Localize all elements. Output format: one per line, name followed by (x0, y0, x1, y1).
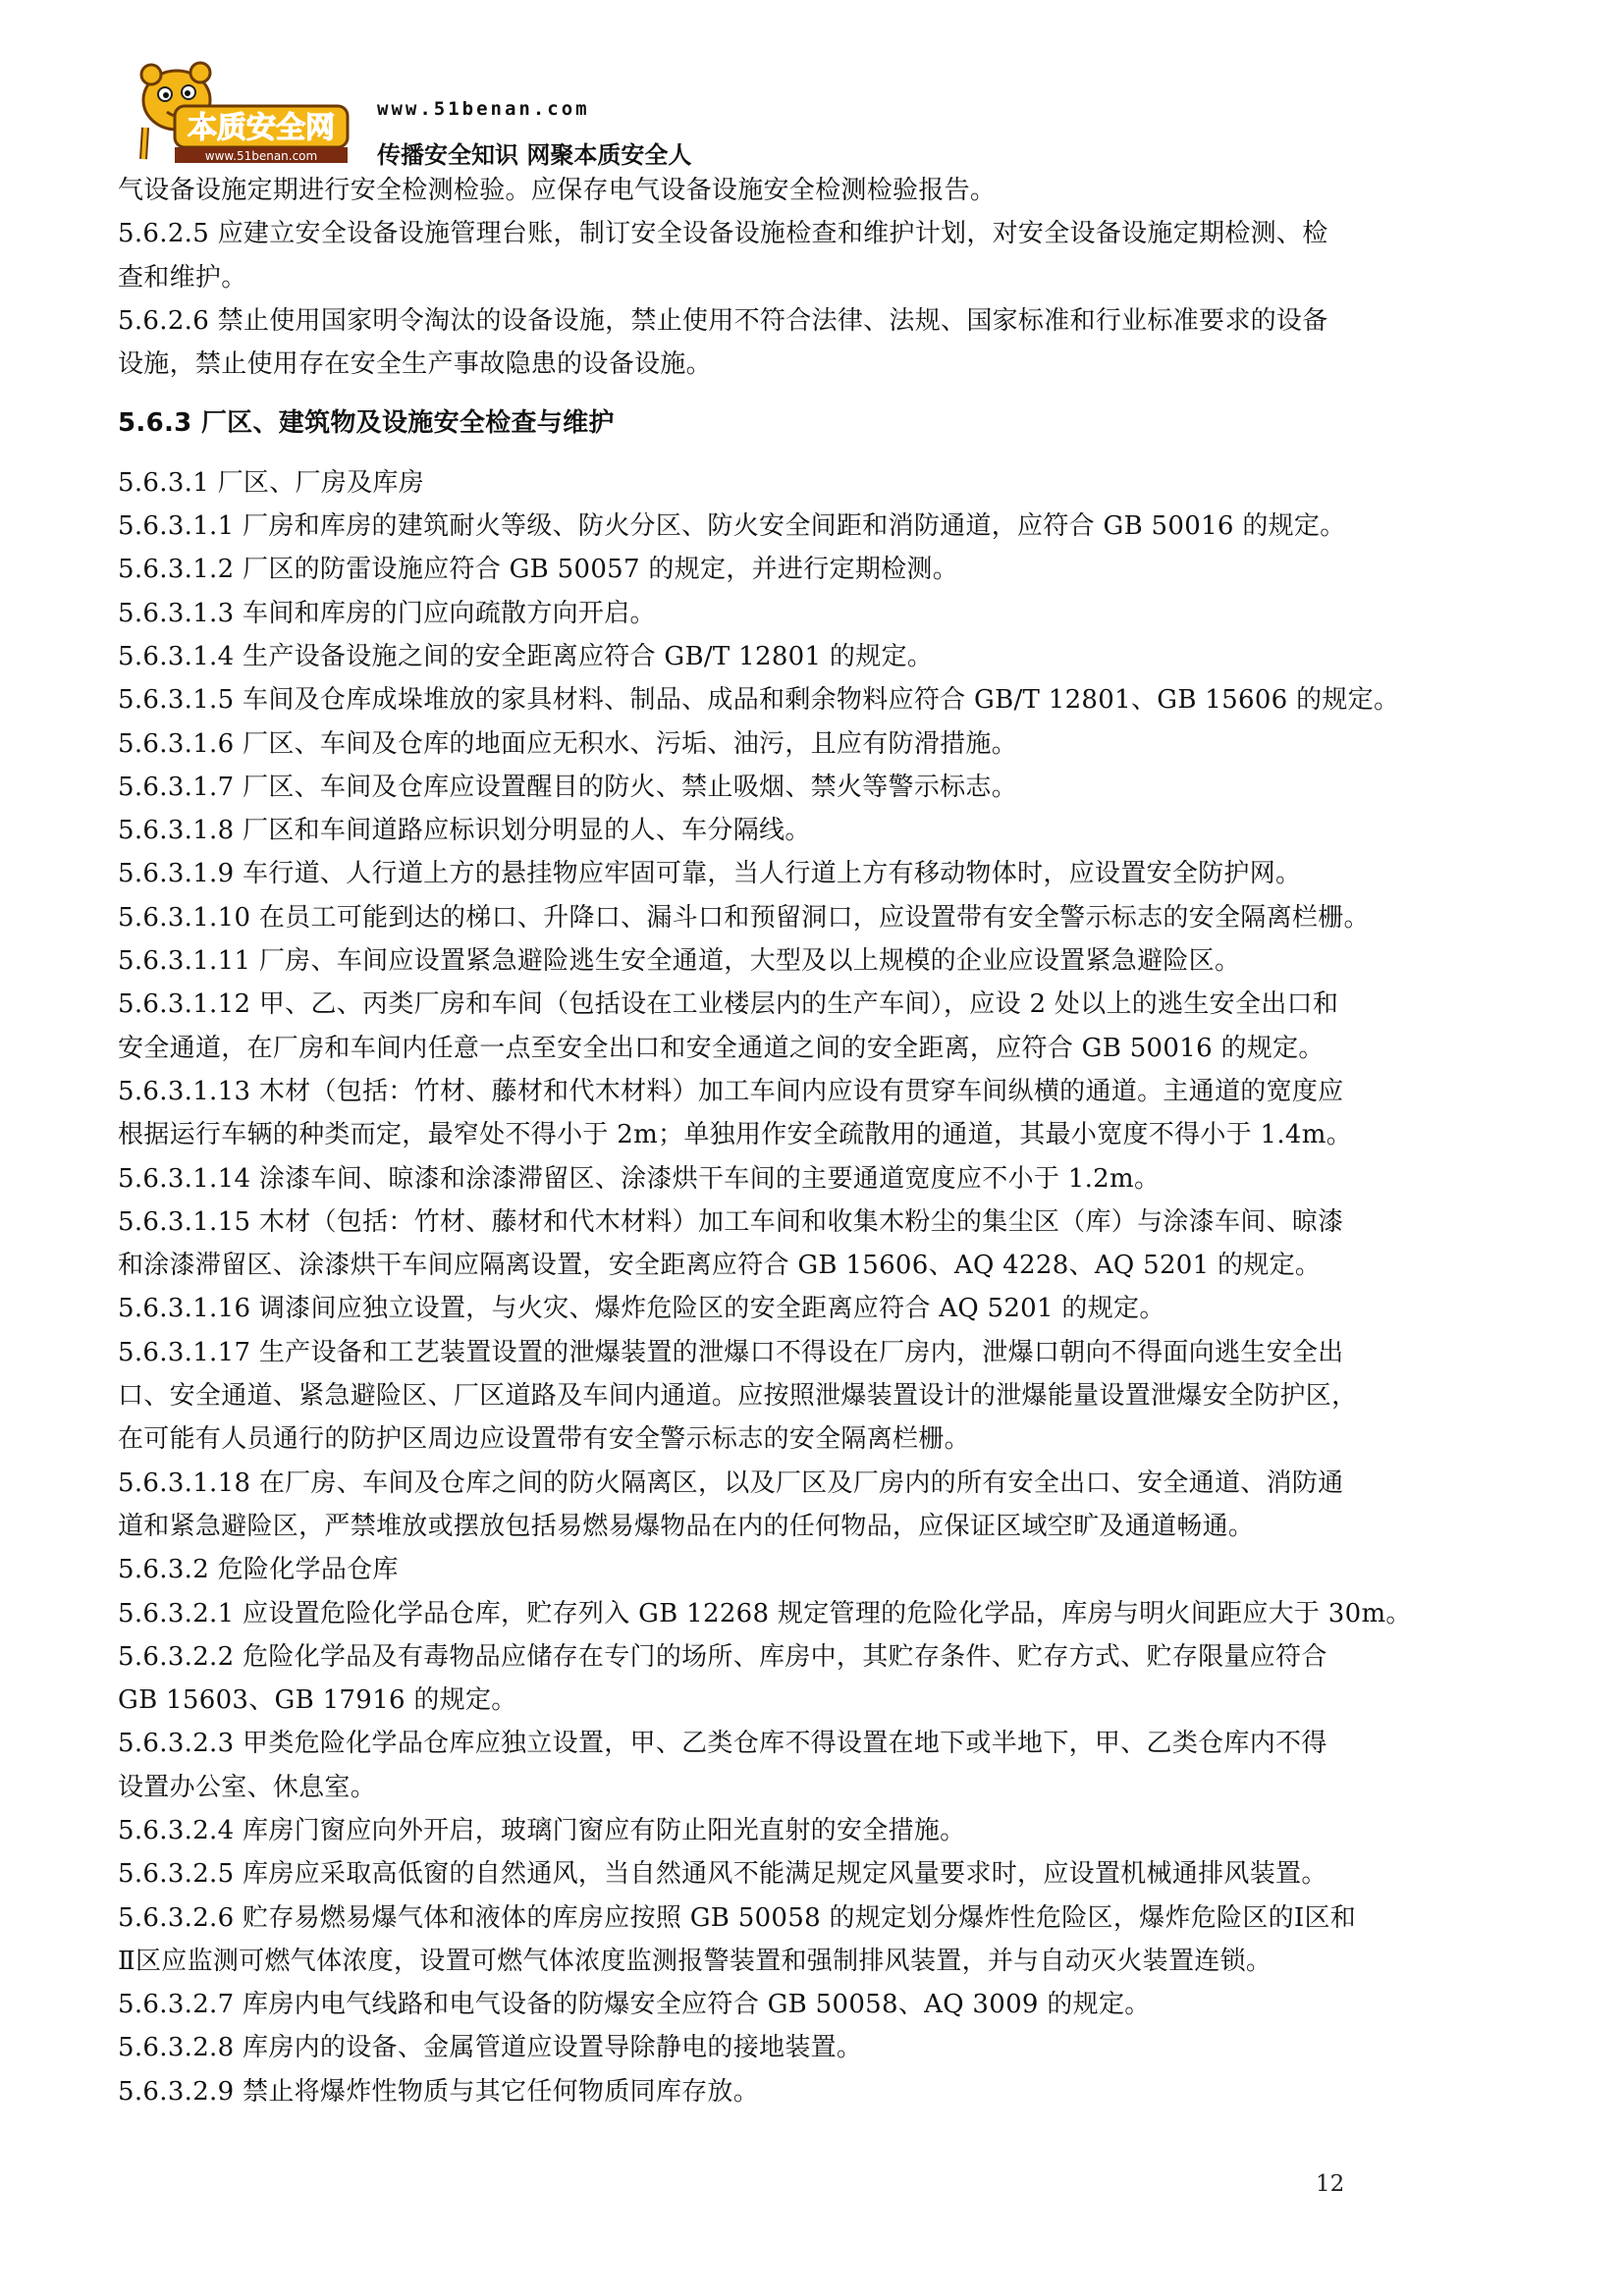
document-body (118, 169, 1453, 2113)
body-line: 5.6.3.1.2 厂区的防雷设施应符合 GB 50057 的规定，并进行定期检测。 (118, 555, 959, 585)
site-slogan: 传播安全知识 网聚本质安全人 (377, 141, 692, 169)
page-number: 12 (1316, 2171, 1345, 2197)
body-line: 5.6.3.1.8 厂区和车间道路应标识划分明显的人、车分隔线。 (118, 816, 811, 846)
body-line: 5.6.3.1.4 生产设备设施之间的安全距离应符合 GB/T 12801 的规定。 (118, 641, 934, 671)
page-header (116, 57, 803, 169)
body-line: 5.6.3.1.6 厂区、车间及仓库的地面应无积水、污垢、油污，且应有防滑措施。 (118, 728, 1018, 759)
body-line: GB 15603、GB 17916 的规定。 (118, 1685, 517, 1716)
body-line: 道和紧急避险区，严禁堆放或摆放包括易燃易爆物品在内的任何物品，应保证区域空旷及通道畅通。 (118, 1511, 1255, 1541)
body-line: 5.6.3.2.8 库房内的设备、金属管道应设置导除静电的接地装置。 (118, 2033, 863, 2063)
body-line: 5.6.3.1 厂区、厂房及库房 (118, 467, 425, 498)
section-heading: 5.6.3 厂区、建筑物及设施安全检查与维护 (118, 408, 615, 439)
body-line: 安全通道，在厂房和车间内任意一点至安全出口和安全通道之间的安全距离，应符合 GB 50016 的规定。 (118, 1033, 1325, 1063)
body-line: 5.6.3.2.9 禁止将爆炸性物质与其它任何物质同库存放。 (118, 2076, 760, 2107)
body-line: 5.6.3.1.9 车行道、人行道上方的悬挂物应牢固可靠，当人行道上方有移动物体时，应设置安全防护网。 (118, 859, 1302, 889)
body-line: 5.6.3.2 危险化学品仓库 (118, 1555, 399, 1585)
body-line: 5.6.3.1.12 甲、乙、丙类厂房和车间（包括设在工业楼层内的生产车间），应设 2 处以上的逃生安全出口和 (118, 989, 1339, 1020)
body-line: 5.6.3.1.10 在员工可能到达的梯口、升降口、漏斗口和预留洞口，应设置带有安全警示标志的安全隔离栏栅。 (118, 902, 1370, 933)
tiger-mascot-logo (116, 57, 352, 165)
body-line: 口、安全通道、紧急避险区、厂区道路及车间内通道。应按照泄爆装置设计的泄爆能量设置泄爆安全防护区， (118, 1381, 1358, 1412)
body-line: 根据运行车辆的种类而定，最窄处不得小于 2m；单独用作安全疏散用的通道，其最小宽度不得小于 1.4m。 (118, 1120, 1353, 1150)
body-line: 5.6.3.1.7 厂区、车间及仓库应设置醒目的防火、禁止吸烟、禁火等警示标志。 (118, 772, 1018, 802)
body-line: 气设备设施定期进行安全检测检验。应保存电气设备设施安全检测检验报告。 (118, 176, 997, 205)
body-line: 5.6.3.2.1 应设置危险化学品仓库，贮存列入 GB 12268 规定管理的危险化学品，库房与明火间距应大于 30m。 (118, 1598, 1412, 1629)
body-line: 在可能有人员通行的防护区周边应设置带有安全警示标志的安全隔离栏栅。 (118, 1424, 970, 1455)
body-line: 5.6.3.1.13 木材（包括：竹材、藤材和代木材料）加工车间内应设有贯穿车间纵横的通道。主通道的宽度应 (118, 1076, 1344, 1106)
body-line: Ⅱ区应监测可燃气体浓度，设置可燃气体浓度监测报警装置和强制排风装置，并与自动灭火装置连锁。 (118, 1946, 1272, 1976)
body-line: 5.6.3.1.5 车间及仓库成垛堆放的家具材料、制品、成品和剩余物料应符合 GB/T 12801、GB 15606 的规定。 (118, 685, 1400, 716)
body-line: 5.6.3.1.1 厂房和库房的建筑耐火等级、防火分区、防火安全间距和消防通道，应符合 GB 50016 的规定。 (118, 511, 1346, 542)
body-line: 5.6.3.1.15 木材（包括：竹材、藤材和代木材料）加工车间和收集木粉尘的集尘区（库）与涂漆车间、晾漆 (118, 1206, 1344, 1237)
body-line: 5.6.3.1.16 调漆间应独立设置，与火灾、爆炸危险区的安全距离应符合 AQ 5201 的规定。 (118, 1294, 1165, 1324)
body-line: 5.6.3.2.6 贮存易燃易爆气体和液体的库房应按照 GB 50058 的规定划分爆炸性危险区，爆炸危险区的Ⅰ区和 (118, 1902, 1357, 1933)
body-line: 5.6.3.1.17 生产设备和工艺装置设置的泄爆装置的泄爆口不得设在厂房内，泄爆口朝向不得面向逃生安全出 (118, 1337, 1344, 1367)
body-line: 5.6.3.1.3 车间和库房的门应向疏散方向开启。 (118, 598, 656, 628)
body-line: 5.6.3.2.5 库房应采取高低窗的自然通风，当自然通风不能满足规定风量要求时，应设置机械通排风装置。 (118, 1859, 1327, 1890)
body-line: 查和维护。 (118, 262, 247, 293)
site-url: www.51benan.com (377, 98, 590, 120)
body-line: 和涂漆滞留区、涂漆烘干车间应隔离设置，安全距离应符合 GB 15606、AQ 4228、AQ 5201 的规定。 (118, 1251, 1322, 1281)
logo-url: www.51benan.com (204, 149, 318, 163)
body-line: 5.6.3.2.7 库房内电气线路和电气设备的防爆安全应符合 GB 50058、AQ 3009 的规定。 (118, 1990, 1151, 2020)
body-line: 5.6.3.1.14 涂漆车间、晾漆和涂漆滞留区、涂漆烘干车间的主要通道宽度应不小于 1.2m。 (118, 1163, 1161, 1194)
body-line: 5.6.3.1.11 厂房、车间应设置紧急避险逃生安全通道，大型及以上规模的企业应设置紧急避险区。 (118, 946, 1241, 977)
body-line: 5.6.3.1.18 在厂房、车间及仓库之间的防火隔离区，以及厂区及厂房内的所有安全出口、安全通道、消防通 (118, 1468, 1344, 1498)
body-line: 5.6.3.2.2 危险化学品及有毒物品应储存在专门的场所、库房中，其贮存条件、贮存方式、贮存限量应符合 (118, 1641, 1327, 1672)
body-line: 5.6.3.2.3 甲类危险化学品仓库应独立设置，甲、乙类仓库不得设置在地下或半地下，甲、乙类仓库内不得 (118, 1729, 1327, 1759)
logo-title: 本质安全网 (188, 111, 335, 145)
body-line: 5.6.3.2.4 库房门窗应向外开启，玻璃门窗应有防止阳光直射的安全措施。 (118, 1815, 966, 1845)
body-line: 5.6.2.6 禁止使用国家明令淘汰的设备设施，禁止使用不符合法律、法规、国家标准和行业标准要求的设备 (118, 305, 1328, 336)
body-line: 设施，禁止使用存在安全生产事故隐患的设备设施。 (118, 349, 712, 380)
body-line: 5.6.2.5 应建立安全设备设施管理台账，制订安全设备设施检查和维护计划，对安全设备设施定期检测、检 (118, 219, 1328, 249)
body-line: 设置办公室、休息室。 (118, 1772, 377, 1802)
